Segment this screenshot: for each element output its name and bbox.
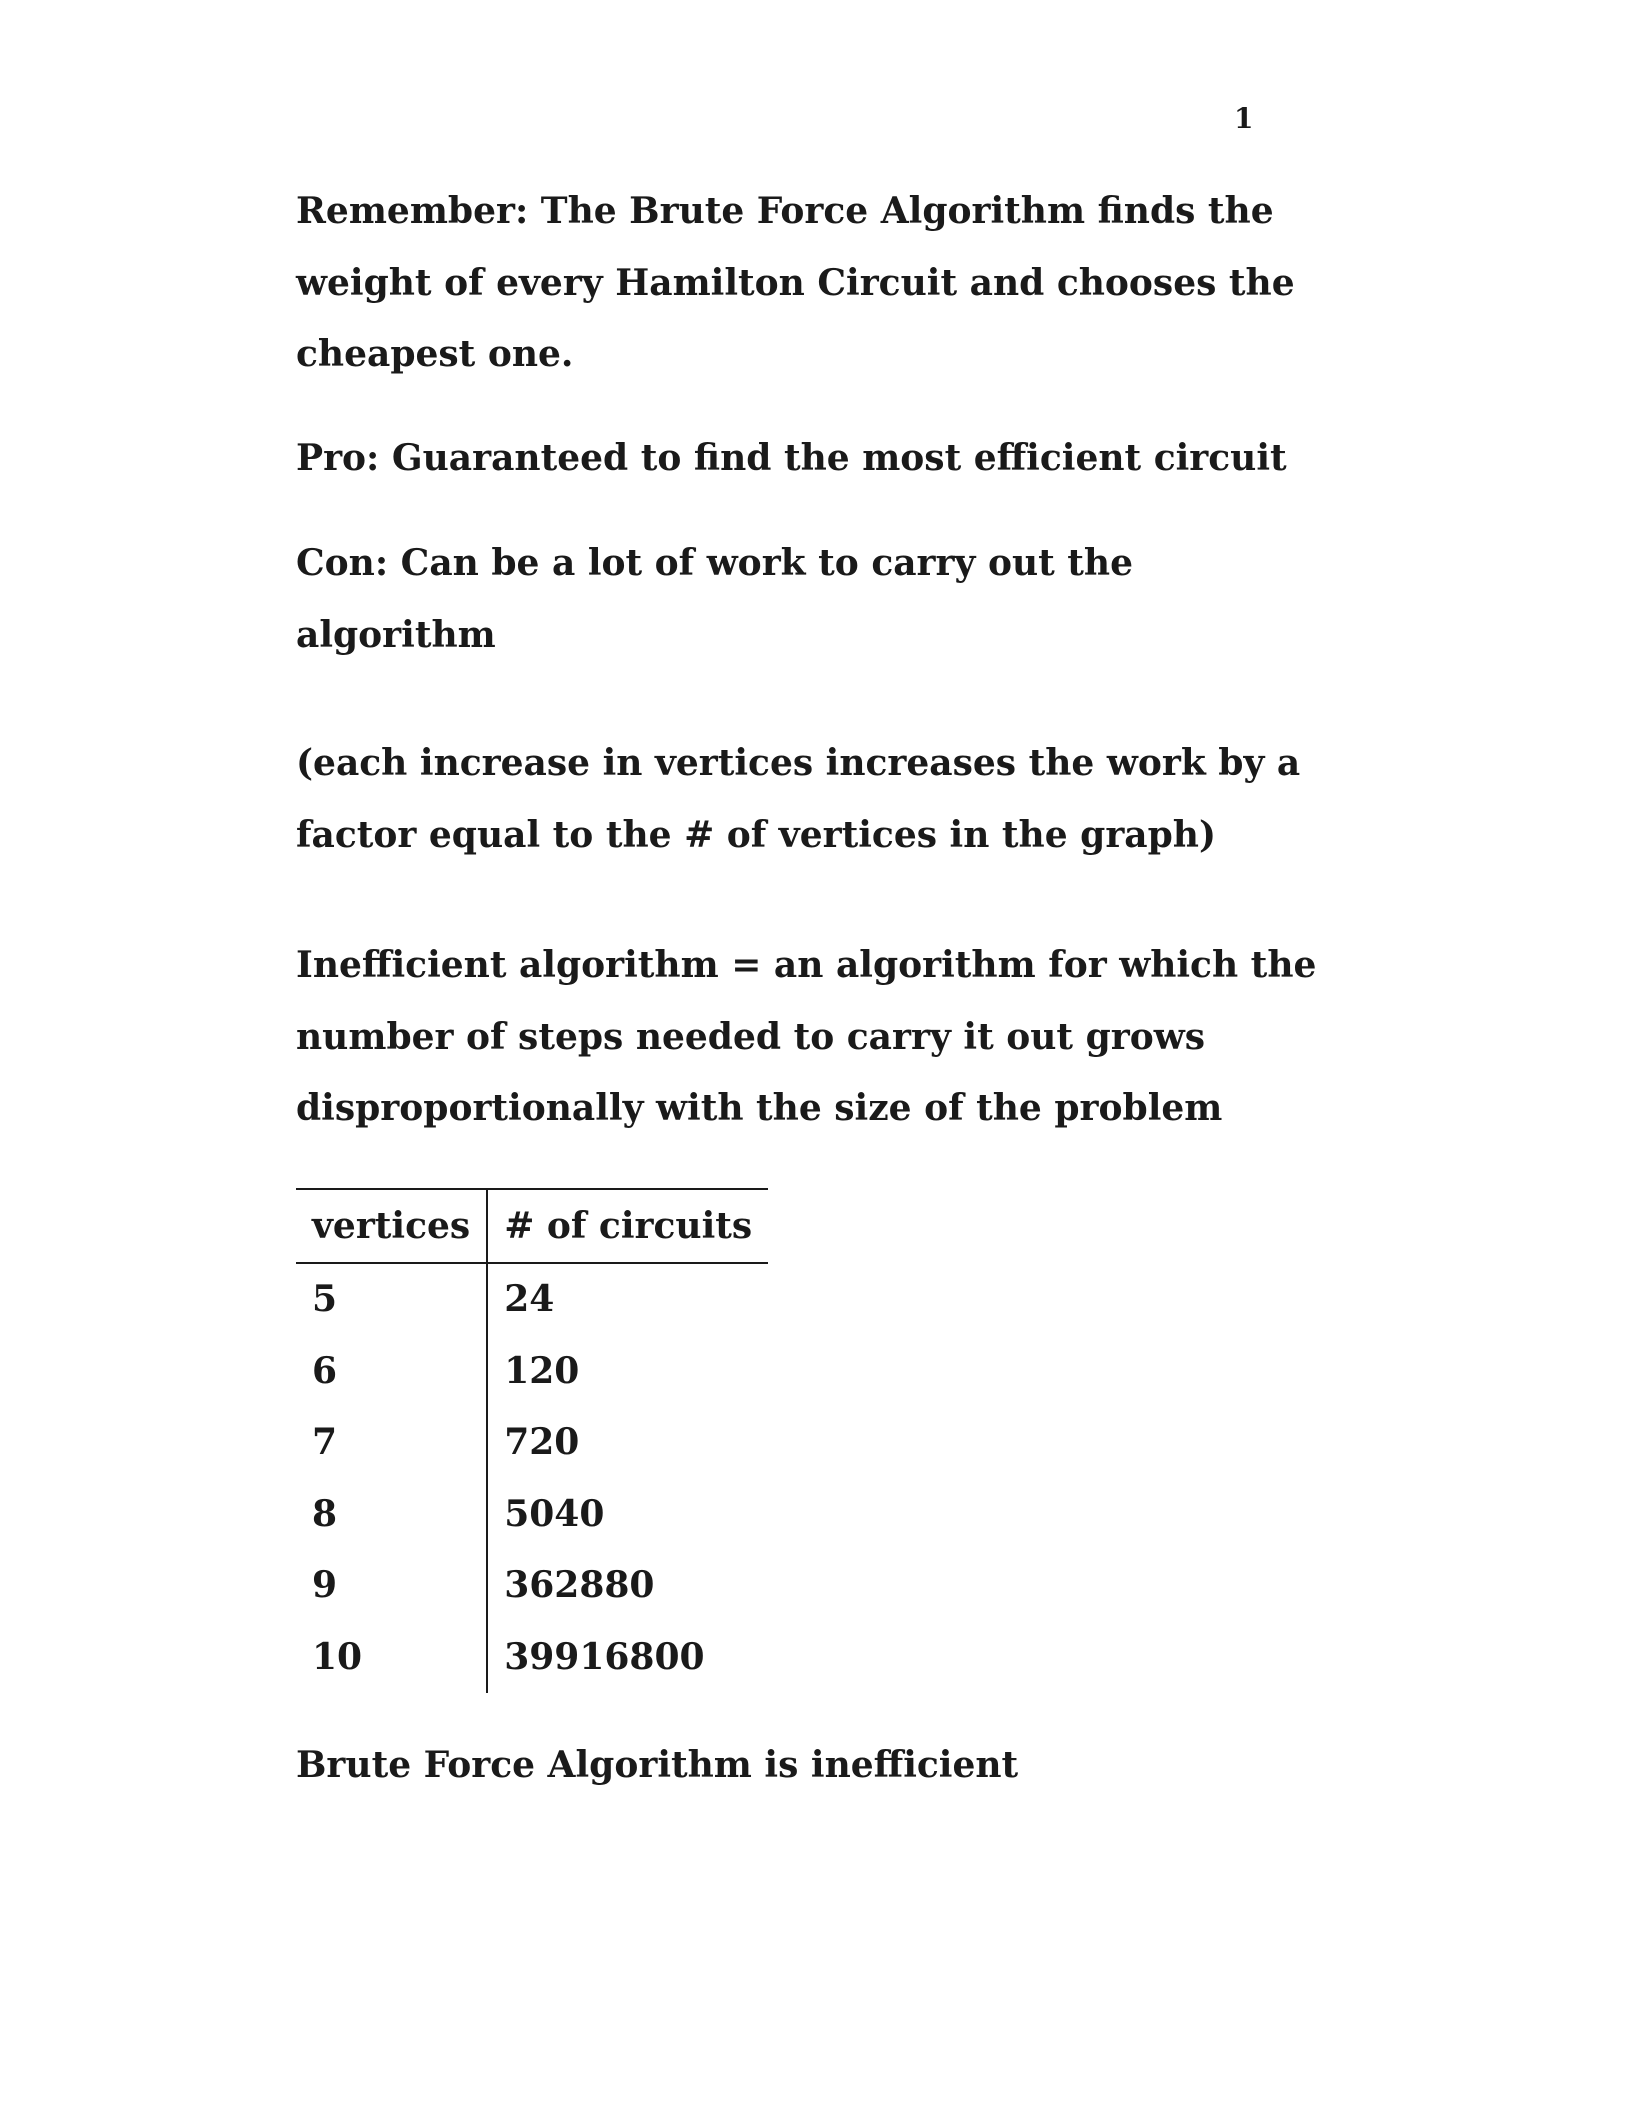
cell-vertices: 9 <box>296 1550 487 1622</box>
cell-vertices: 7 <box>296 1407 487 1479</box>
vertices-factor-note <box>296 728 1316 871</box>
text-line: Con: Can be a lot of work to carry out the <box>296 542 1133 584</box>
text-line: Remember: The Brute Force Algorithm finds the <box>296 190 1274 232</box>
circuits-table <box>296 1188 768 1693</box>
table-row <box>296 1407 768 1479</box>
cell-circuits: 720 <box>504 1421 580 1464</box>
text-line: Brute Force Algorithm is inefficient <box>296 1744 1019 1786</box>
con-paragraph <box>296 528 1316 671</box>
table-row <box>296 1550 768 1622</box>
cell-circuits: 5040 <box>504 1492 605 1535</box>
text-line: factor equal to the # of vertices in the graph) <box>296 813 1216 856</box>
text-line: Inefficient algorithm = an algorithm for which the <box>296 944 1317 986</box>
table-row <box>296 1478 768 1550</box>
cell-vertices: 6 <box>296 1335 487 1407</box>
cell-vertices: 10 <box>296 1621 487 1693</box>
cell-circuits: 24 <box>504 1278 555 1321</box>
cell-circuits: 39916800 <box>504 1635 705 1678</box>
table-body <box>296 1263 768 1693</box>
remember-paragraph <box>296 176 1316 391</box>
text-line: disproportionally with the size of the problem <box>296 1087 1223 1129</box>
cell-vertices: 8 <box>296 1478 487 1550</box>
text-line: cheapest one. <box>296 333 574 375</box>
text-line: algorithm <box>296 613 496 656</box>
circuits-table-container <box>296 1188 768 1693</box>
text-line: Pro: Guaranteed to find the most efficient circuit <box>296 437 1287 479</box>
header-circuits: # of circuits <box>504 1204 753 1247</box>
cell-vertices: 5 <box>296 1263 487 1336</box>
inefficient-definition <box>296 930 1316 1145</box>
cell-circuits: 362880 <box>504 1564 655 1607</box>
page-number: 1 <box>1234 102 1254 135</box>
text-line: number of steps needed to carry it out grows <box>296 1015 1205 1058</box>
conclusion-paragraph <box>296 1730 1316 1802</box>
text-line: (each increase in vertices increases the work by a <box>296 742 1301 784</box>
table-row <box>296 1621 768 1693</box>
text-line: weight of every Hamilton Circuit and chooses the <box>296 261 1295 304</box>
header-vertices: vertices <box>296 1189 487 1263</box>
table-header-row <box>296 1189 768 1263</box>
table-header <box>296 1189 768 1263</box>
table-row <box>296 1335 768 1407</box>
pro-paragraph <box>296 423 1316 495</box>
cell-circuits: 120 <box>504 1349 580 1392</box>
table-row <box>296 1263 768 1336</box>
